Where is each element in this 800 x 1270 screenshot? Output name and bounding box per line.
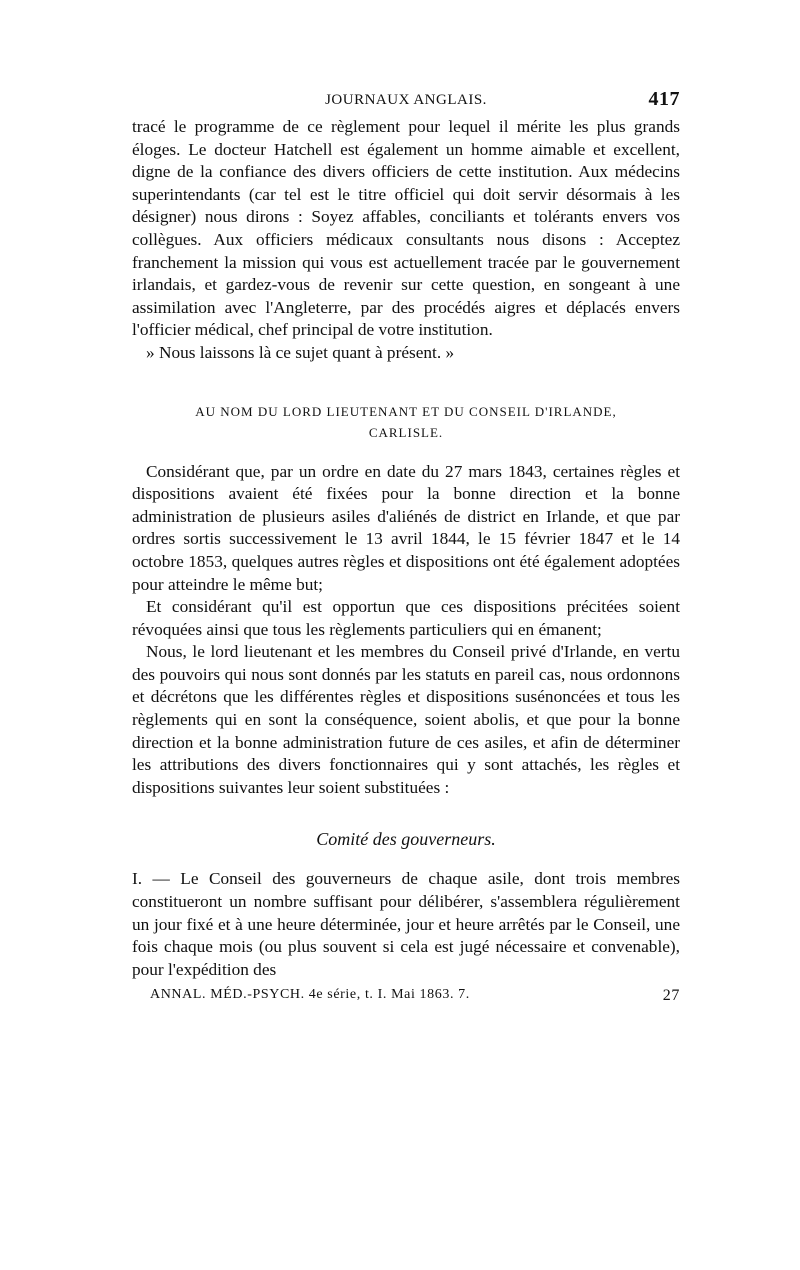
decree-paragraph: Et considérant qu'il est opportun que ces dispositions précitées soient révoquées ainsi que tous les règlements particuliers qui en émanent; (132, 597, 680, 639)
sheet-number: 27 (662, 987, 680, 1005)
paragraph-continuation: tracé le programme de ce règlement pour lequel il mérite les plus grands éloges. Le docteur Hatchell est également un homme aimable et excellent, digne de la confiance des divers officiers de cette institution. Aux médecins superintendants (car tel est le titre officiel qui doit servir désormais à les désigner) nous dirons : Soyez affables, conciliants et tolérants envers vos collègues. Aux officiers médicaux consultants nous disons : Acceptez franchement la mission qui vous est actuellement tracée par le gouvernement irlandais, et gardez-vous de revenir sur cette question, en songeant à une assimilation avec l'Angleterre, par des procédés aigres et déplacés envers l'officier médical, chef principal de votre institution. (132, 117, 680, 340)
decree-heading-line: AU NOM DU LORD LIEUTENANT ET DU CONSEIL D'IRLANDE, (195, 403, 617, 419)
running-head (132, 88, 680, 116)
paragraph-closing-quote: » Nous laissons là ce sujet quant à présent. » (146, 342, 455, 362)
decree-signatory: CARLISLE. (368, 424, 444, 440)
article-paragraph: I. — Le Conseil des gouverneurs de chaque asile, dont trois membres constitueront un nombre suffisant pour délibérer, s'assemblera régulièrement un jour fixé et à une heure déterminée, jour et heure arrêtés par le Conseil, une fois chaque mois (ou plus souvent si cela est jugé nécessaire et convenable), pour l'expédition des (132, 869, 680, 979)
section-title: Comité des gouverneurs. (316, 829, 496, 850)
page-footer (132, 987, 680, 1009)
footer-signature: ANNAL. MÉD.-PSYCH. 4e série, t. I. Mai 1863. 7. (150, 987, 470, 1003)
running-title: JOURNAUX ANGLAIS. (325, 92, 487, 108)
decree-paragraph: Considérant que, par un ordre en date du 27 mars 1843, certaines règles et dispositions avaient été fixées pour la bonne direction et la bonne administration de plusieurs asiles d'aliénés de district en Irlande, et que par ordres sortis successivement le 13 avril 1844, le 15 février 1847 et le 14 octobre 1853, quelques autres règles et dispositions ont été également adoptées pour atteindre le même but; (132, 461, 680, 594)
book-page (132, 88, 680, 1009)
page-number: 417 (648, 88, 680, 110)
decree-paragraph: Nous, le lord lieutenant et les membres du Conseil privé d'Irlande, en vertu des pouvoirs qui nous sont donnés par les statuts en pareil cas, nous ordonnons et décrétons que les différentes règles et dispositions susénoncées et tous les règlements qui en sont la conséquence, soient abolis, et que pour la bonne direction et la bonne administration future de ces asiles, et afin de déterminer les attributions des divers fonctionnaires qui y sont attachés, les règles et dispositions suivantes leur soient substituées : (132, 642, 680, 797)
decree-heading (132, 401, 680, 443)
